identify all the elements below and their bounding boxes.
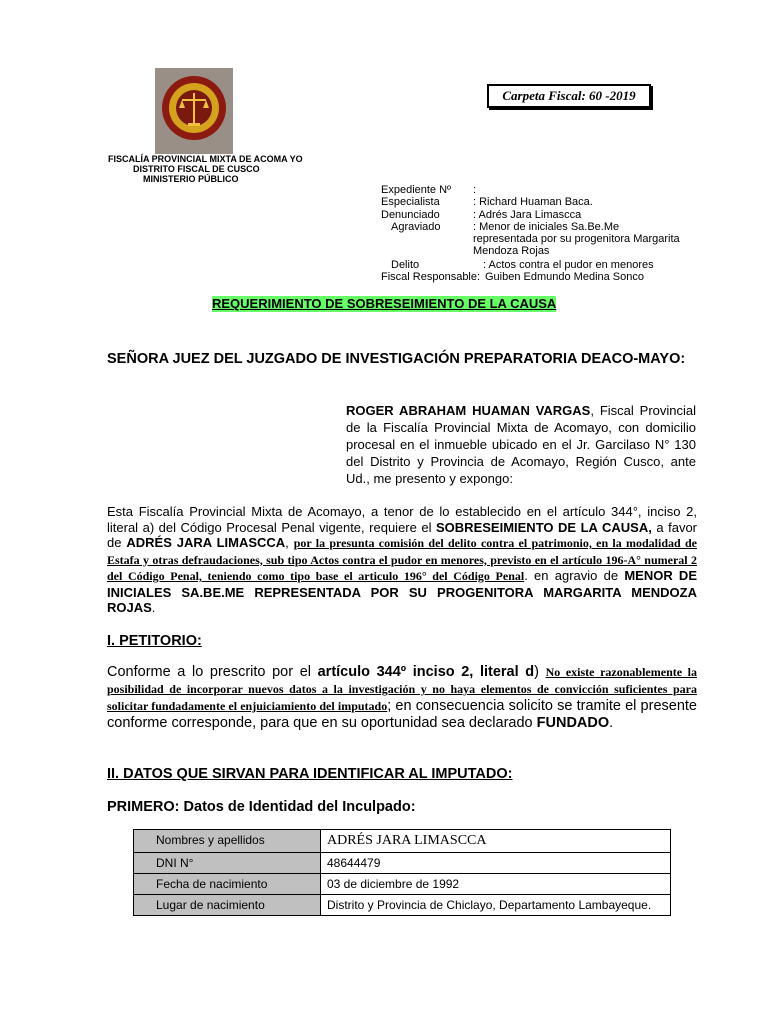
table-row: [134, 853, 671, 874]
meta-value: representada por su progenitora Margarita: [473, 233, 680, 245]
meta-value: : Menor de iniciales Sa.Be.Me: [473, 221, 620, 233]
intro-paragraph: [346, 402, 696, 487]
table-value: 48644479: [321, 853, 671, 874]
header-ministerio: MINISTERIO PÚBLICO: [143, 174, 239, 184]
carpeta-fiscal-box: Carpeta Fiscal: 60 -2019: [487, 84, 651, 108]
header-fiscalia: FISCALÍA PROVINCIAL MIXTA DE ACOMA YO: [108, 154, 303, 164]
header-distrito: DISTRITO FISCAL DE CUSCO: [133, 164, 260, 174]
section-petitorio: I. PETITORIO:: [107, 633, 202, 649]
meta-label: Fiscal Responsable:: [381, 271, 481, 283]
meta-value: : Actos contra el pudor en menores: [483, 259, 654, 271]
table-value: 03 de diciembre de 1992: [321, 874, 671, 895]
bold-text: FUNDADO: [536, 715, 610, 731]
meta-label: Denunciado: [381, 209, 440, 221]
table-label: Lugar de nacimiento: [134, 895, 321, 916]
bold-text: artículo 344º inciso 2, literal d: [317, 664, 535, 680]
request-paragraph: [107, 504, 697, 616]
bold-text: SOBRESEIMIENTO DE LA CAUSA,: [436, 519, 652, 535]
text: Esta Fiscalía Provincial Mixta de Acomayo, a tenor de lo establecido en el artículo 344°, inciso 2, literal a) del Código Procesal Penal vigente, requiere el: [107, 504, 697, 535]
subsection-identidad: PRIMERO: Datos de Identidad del Inculpado:: [107, 799, 416, 815]
fiscal-name: ROGER ABRAHAM HUAMAN VARGAS: [346, 403, 591, 418]
meta-value: : Richard Huaman Baca.: [473, 196, 593, 208]
text: .: [151, 600, 156, 615]
judge-address: SEÑORA JUEZ DEL JUZGADO DE INVESTIGACIÓN PREPARATORIA DEACO-MAYO:: [107, 351, 686, 367]
table-row: [134, 874, 671, 895]
table-row: [134, 895, 671, 916]
legal-reason: No existe razonablemente la posibilidad de incorporar nuevos datos a la investigación y no haya elementos de convicción suficientes para solicitar fundadamente el enjuiciamiento del imputado: [107, 665, 697, 713]
meta-value: : Adrés Jara Limascca: [473, 209, 582, 221]
meta-label: Especialista: [381, 196, 440, 208]
text: Conforme a lo prescrito por el: [107, 664, 318, 680]
identity-table: [133, 829, 671, 916]
meta-value: Guiben Edmundo Medina Sonco: [485, 271, 644, 283]
text: . en agravio de: [524, 568, 625, 583]
meta-label: Agraviado: [391, 221, 441, 233]
accused-name: ADRÉS JARA LIMASCCA: [126, 535, 286, 550]
section-datos-imputado: II. DATOS QUE SIRVAN PARA IDENTIFICAR AL IMPUTADO:: [107, 766, 513, 782]
table-value: Distrito y Provincia de Chiclayo, Departamento Lambayeque.: [321, 895, 671, 916]
ministerio-publico-seal: [155, 68, 233, 154]
table-label: Nombres y apellidos: [134, 830, 321, 853]
petitorio-paragraph: [107, 664, 697, 732]
table-label: Fecha de nacimiento: [134, 874, 321, 895]
text: .: [609, 715, 614, 731]
table-row: [134, 830, 671, 853]
intro-text: , Fiscal Provincial de la Fiscalía Provincial Mixta de Acomayo, con domicilio procesal en el inmueble ubicado en el Jr. Garcilaso N° 130 del Distrito y Provincia de Acomayo, Región Cusco, ante Ud., me presento y expongo:: [346, 403, 696, 486]
document-title: REQUERIMIENTO DE SOBRESEIMIENTO DE LA CAUSA: [212, 296, 557, 311]
case-metadata: [381, 184, 697, 284]
text: ,: [285, 535, 294, 550]
crime-description: por la presunta comisión del delito contra el patrimonio, en la modalidad de Estafa y otras defraudaciones, sub tipo Actos contra el pudor en menores, previsto en el artículo 196-A° numeral 2 del Código Penal, teniendo como tipo base el articulo 196° del Código Penal: [107, 536, 697, 583]
victim-name: MENOR DE INICIALES SA.BE.ME REPRESENTADA POR SU PROGENITORA MARGARITA MENDOZA ROJAS: [107, 568, 697, 615]
table-label: DNI N°: [134, 853, 321, 874]
meta-label: Expediente Nº: [381, 184, 452, 196]
table-value: ADRÉS JARA LIMASCCA: [321, 830, 671, 853]
meta-value: :: [473, 184, 477, 196]
meta-value: Mendoza Rojas: [473, 245, 550, 257]
text: ; en consecuencia solicito se tramite el presente conforme corresponde, para que en su oportunidad sea declarado: [107, 698, 697, 731]
meta-label: Delito: [391, 259, 420, 271]
text: ): [534, 664, 546, 680]
text: a favor de: [107, 519, 697, 550]
